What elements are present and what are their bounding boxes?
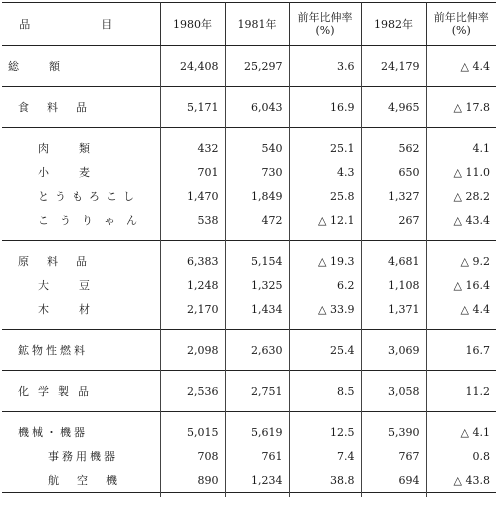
value-1980: 2,098 [160, 338, 225, 362]
ratio-1982: 0.8 [426, 444, 496, 468]
row-label: 事務用機器 [48, 450, 118, 463]
row-label: 大豆 [38, 279, 120, 292]
ratio-1982: 16.7 [426, 338, 496, 362]
value-1982: 1,108 [361, 273, 426, 297]
value-1980: 5,015 [160, 420, 225, 444]
ratio-1981: 8.5 [289, 379, 361, 403]
ratio-1982: △ 16.4 [426, 273, 496, 297]
row-label: 機械・機器 [18, 426, 88, 439]
row-label: 小麦 [38, 166, 120, 179]
ratio-1981: 38.8 [289, 468, 361, 493]
ratio-1982: 11.2 [426, 379, 496, 403]
value-1982: 650 [361, 160, 426, 184]
value-1981: 540 [225, 136, 289, 160]
value-1981: 1,325 [225, 273, 289, 297]
group-machinery [2, 412, 496, 493]
row-label: 肉類 [38, 142, 120, 155]
ratio-1982: △ 43.8 [426, 468, 496, 493]
header-1981: 1981年 [225, 3, 289, 46]
value-1980: 2,170 [160, 297, 225, 321]
table-row [2, 297, 496, 321]
value-1982: 3,069 [361, 338, 426, 362]
row-label: 鉱物性燃料 [18, 344, 88, 357]
value-1981: 6,043 [225, 95, 289, 119]
ratio-1981: △ 33.9 [289, 297, 361, 321]
value-1982: 267 [361, 208, 426, 232]
value-1980: 2,536 [160, 379, 225, 403]
value-1982: 3,058 [361, 379, 426, 403]
table-row [2, 444, 496, 468]
ratio-1982: 4.1 [426, 136, 496, 160]
value-1981: 1,434 [225, 297, 289, 321]
ratio-1982: △ 17.8 [426, 95, 496, 119]
ratio-1982: △ 11.0 [426, 160, 496, 184]
value-1982: 767 [361, 444, 426, 468]
row-label: 木材 [38, 303, 120, 316]
group-chemicals [2, 371, 496, 412]
value-1982: 562 [361, 136, 426, 160]
ratio-1981: 25.1 [289, 136, 361, 160]
ratio-1981: △ 12.1 [289, 208, 361, 232]
value-1981: 730 [225, 160, 289, 184]
ratio-1982: △ 9.2 [426, 249, 496, 273]
import-statistics-table [2, 2, 496, 497]
value-1981: 5,154 [225, 249, 289, 273]
table-row [2, 208, 496, 232]
value-1981: 25,297 [225, 54, 289, 78]
value-1980: 6,383 [160, 249, 225, 273]
ratio-1981: 12.5 [289, 420, 361, 444]
group-food [2, 87, 496, 128]
value-1980: 5,171 [160, 95, 225, 119]
table-row [2, 468, 496, 493]
group-total [2, 46, 496, 87]
value-1982: 24,179 [361, 54, 426, 78]
group-mineral-fuels [2, 330, 496, 371]
ratio-1981: 16.9 [289, 95, 361, 119]
row-label: 食料品 [18, 101, 105, 114]
group-food-items [2, 128, 496, 241]
table-row [2, 273, 496, 297]
value-1981: 1,849 [225, 184, 289, 208]
value-1981: 1,234 [225, 468, 289, 493]
table-row [2, 379, 496, 403]
row-label: こうりゃん [38, 214, 148, 227]
table-header [2, 3, 496, 46]
value-1980: 1,470 [160, 184, 225, 208]
ratio-1982: △ 4.4 [426, 54, 496, 78]
ratio-1982: △ 4.4 [426, 297, 496, 321]
ratio-1981: △ 19.3 [289, 249, 361, 273]
value-1980: 24,408 [160, 54, 225, 78]
header-1982: 1982年 [361, 3, 426, 46]
value-1982: 5,390 [361, 420, 426, 444]
ratio-1981: 25.8 [289, 184, 361, 208]
value-1982: 1,327 [361, 184, 426, 208]
table-row [2, 136, 496, 160]
table-row [2, 184, 496, 208]
value-1982: 4,681 [361, 249, 426, 273]
row-label: 総額 [8, 60, 90, 73]
value-1981: 2,630 [225, 338, 289, 362]
value-1980: 708 [160, 444, 225, 468]
group-raw-materials [2, 241, 496, 330]
header-item: 品 目 [2, 3, 160, 46]
value-1981: 761 [225, 444, 289, 468]
table-row [2, 54, 496, 78]
ratio-1981: 4.3 [289, 160, 361, 184]
table-row [2, 420, 496, 444]
header-1980: 1980年 [160, 3, 225, 46]
row-label: 原料品 [18, 255, 105, 268]
table-row [2, 95, 496, 119]
table-row [2, 338, 496, 362]
table-row [2, 160, 496, 184]
value-1981: 472 [225, 208, 289, 232]
value-1980: 890 [160, 468, 225, 493]
ratio-1982: △ 43.4 [426, 208, 496, 232]
value-1980: 1,248 [160, 273, 225, 297]
ratio-1982: △ 28.2 [426, 184, 496, 208]
row-label: とうもろこし [38, 190, 140, 203]
value-1982: 1,371 [361, 297, 426, 321]
value-1980: 538 [160, 208, 225, 232]
ratio-1981: 3.6 [289, 54, 361, 78]
row-label: 航空機 [48, 474, 135, 487]
ratio-1981: 7.4 [289, 444, 361, 468]
ratio-1981: 6.2 [289, 273, 361, 297]
row-label: 化学製品 [18, 385, 98, 398]
value-1980: 432 [160, 136, 225, 160]
value-1982: 694 [361, 468, 426, 493]
value-1981: 2,751 [225, 379, 289, 403]
ratio-1982: △ 4.1 [426, 420, 496, 444]
header-ratio-1982: 前年比伸率 (%) [426, 3, 496, 46]
header-ratio-1981: 前年比伸率 (%) [289, 3, 361, 46]
value-1982: 4,965 [361, 95, 426, 119]
value-1981: 5,619 [225, 420, 289, 444]
value-1980: 701 [160, 160, 225, 184]
table-row [2, 249, 496, 273]
ratio-1981: 25.4 [289, 338, 361, 362]
